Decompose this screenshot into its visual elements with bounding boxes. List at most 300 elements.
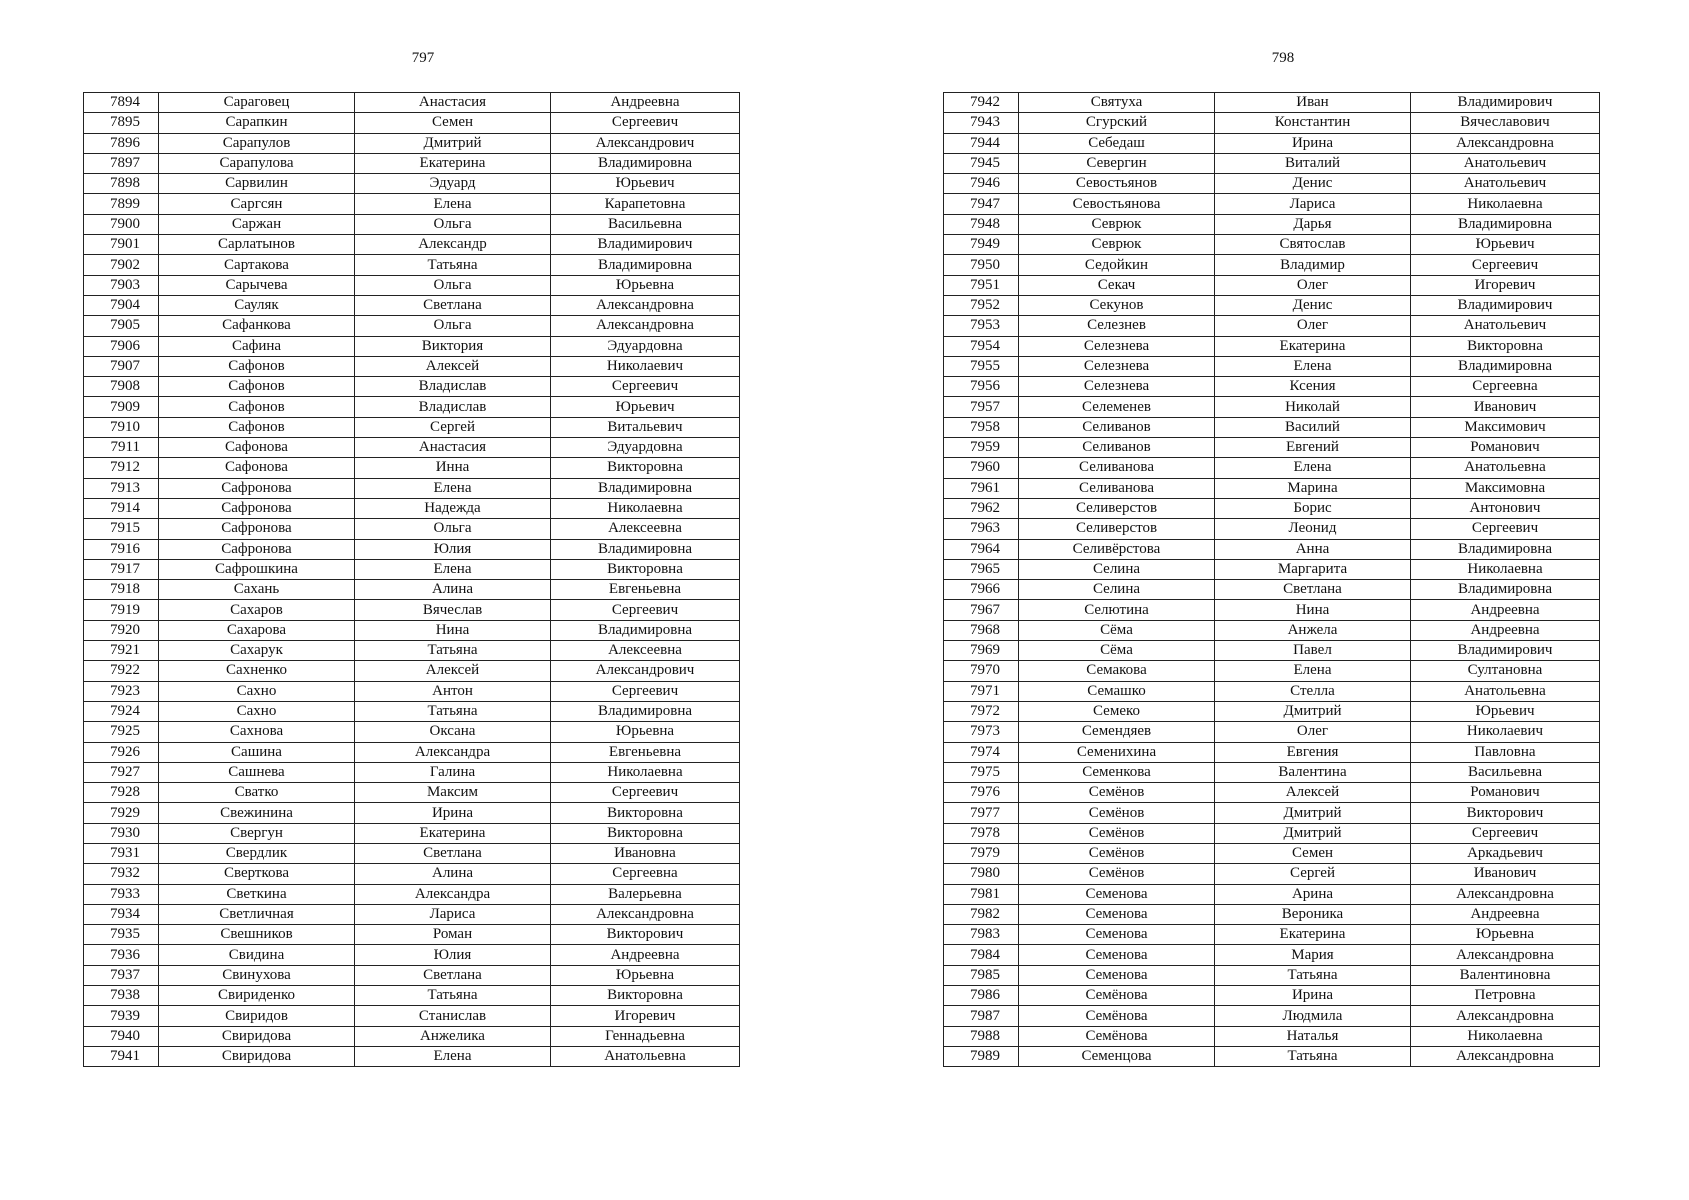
- surname: Свириденко: [159, 986, 355, 1006]
- record-number: 7988: [944, 1026, 1019, 1046]
- surname: Семенихина: [1019, 742, 1215, 762]
- patronymic: Александровна: [1411, 884, 1600, 904]
- first-name: Святослав: [1215, 235, 1411, 255]
- record-number: 7928: [84, 783, 159, 803]
- patronymic: Юрьевич: [551, 397, 740, 417]
- patronymic: Александровна: [1411, 133, 1600, 153]
- surname: Саржан: [159, 214, 355, 234]
- patronymic: Владимировна: [551, 153, 740, 173]
- first-name: Сергей: [1215, 864, 1411, 884]
- first-name: Маргарита: [1215, 559, 1411, 579]
- surname: Сафрошкина: [159, 559, 355, 579]
- surname: Селиванов: [1019, 417, 1215, 437]
- patronymic: Валентиновна: [1411, 965, 1600, 985]
- record-number: 7906: [84, 336, 159, 356]
- patronymic: Васильевна: [551, 214, 740, 234]
- first-name: Дмитрий: [355, 133, 551, 153]
- record-number: 7908: [84, 377, 159, 397]
- surname: Семенова: [1019, 945, 1215, 965]
- first-name: Александра: [355, 884, 551, 904]
- record-number: 7902: [84, 255, 159, 275]
- patronymic: Владимировна: [1411, 580, 1600, 600]
- first-name: Анжелика: [355, 1026, 551, 1046]
- table-row: [84, 275, 740, 295]
- page-number-left: 797: [411, 50, 435, 66]
- patronymic: Алексеевна: [551, 641, 740, 661]
- patronymic: Анатольевич: [1411, 316, 1600, 336]
- surname: Свиридова: [159, 1046, 355, 1066]
- surname: Сартакова: [159, 255, 355, 275]
- record-number: 7899: [84, 194, 159, 214]
- first-name: Татьяна: [355, 641, 551, 661]
- record-number: 7961: [944, 478, 1019, 498]
- patronymic: Антонович: [1411, 498, 1600, 518]
- patronymic: Владимирович: [551, 235, 740, 255]
- surname: Семёнов: [1019, 864, 1215, 884]
- surname: Семёнов: [1019, 803, 1215, 823]
- first-name: Семен: [1215, 843, 1411, 863]
- patronymic: Андреевна: [1411, 600, 1600, 620]
- record-number: 7912: [84, 458, 159, 478]
- surname: Сахаров: [159, 600, 355, 620]
- surname: Селютина: [1019, 600, 1215, 620]
- record-number: 7939: [84, 1006, 159, 1026]
- first-name: Вячеслав: [355, 600, 551, 620]
- patronymic: Владимировна: [1411, 539, 1600, 559]
- table-row: [84, 925, 740, 945]
- surname: Семенова: [1019, 965, 1215, 985]
- record-number: 7951: [944, 275, 1019, 295]
- first-name: Елена: [1215, 661, 1411, 681]
- table-row: [84, 519, 740, 539]
- first-name: Алексей: [1215, 783, 1411, 803]
- table-row: [84, 1006, 740, 1026]
- patronymic: Андреевна: [551, 93, 740, 113]
- patronymic: Алексеевна: [551, 519, 740, 539]
- surname: Севрюк: [1019, 214, 1215, 234]
- patronymic: Иванович: [1411, 864, 1600, 884]
- table-row: [84, 539, 740, 559]
- patronymic: Андреевна: [551, 945, 740, 965]
- surname: Сауляк: [159, 295, 355, 315]
- surname: Свиридова: [159, 1026, 355, 1046]
- surname: Свешников: [159, 925, 355, 945]
- patronymic: Николаевна: [1411, 194, 1600, 214]
- surname: Селивёрстова: [1019, 539, 1215, 559]
- record-number: 7905: [84, 316, 159, 336]
- record-number: 7931: [84, 843, 159, 863]
- first-name: Людмила: [1215, 1006, 1411, 1026]
- patronymic: Владимировна: [551, 620, 740, 640]
- record-number: 7968: [944, 620, 1019, 640]
- first-name: Виталий: [1215, 153, 1411, 173]
- patronymic: Юрьевич: [1411, 701, 1600, 721]
- surname: Семёнова: [1019, 1006, 1215, 1026]
- table-row: [944, 641, 1600, 661]
- patronymic: Николаевна: [1411, 559, 1600, 579]
- patronymic: Сергеевна: [551, 864, 740, 884]
- table-row: [944, 661, 1600, 681]
- table-row: [944, 843, 1600, 863]
- first-name: Дарья: [1215, 214, 1411, 234]
- record-number: 7943: [944, 113, 1019, 133]
- first-name: Виктория: [355, 336, 551, 356]
- patronymic: Владимировна: [551, 701, 740, 721]
- names-table-left: [83, 92, 740, 1067]
- table-row: [944, 722, 1600, 742]
- surname: Свердлик: [159, 843, 355, 863]
- surname: Сахарова: [159, 620, 355, 640]
- record-number: 7904: [84, 295, 159, 315]
- first-name: Владислав: [355, 397, 551, 417]
- first-name: Стелла: [1215, 681, 1411, 701]
- patronymic: Александровна: [551, 316, 740, 336]
- patronymic: Эдуардовна: [551, 438, 740, 458]
- surname: Сахно: [159, 681, 355, 701]
- first-name: Мария: [1215, 945, 1411, 965]
- first-name: Елена: [1215, 356, 1411, 376]
- record-number: 7932: [84, 864, 159, 884]
- first-name: Владислав: [355, 377, 551, 397]
- record-number: 7921: [84, 641, 159, 661]
- table-row: [84, 559, 740, 579]
- record-number: 7895: [84, 113, 159, 133]
- table-row: [944, 113, 1600, 133]
- patronymic: Юрьевич: [551, 174, 740, 194]
- record-number: 7969: [944, 641, 1019, 661]
- patronymic: Иванович: [1411, 397, 1600, 417]
- patronymic: Сергеевич: [551, 600, 740, 620]
- first-name: Светлана: [1215, 580, 1411, 600]
- record-number: 7963: [944, 519, 1019, 539]
- surname: Сёма: [1019, 620, 1215, 640]
- record-number: 7948: [944, 214, 1019, 234]
- record-number: 7950: [944, 255, 1019, 275]
- record-number: 7959: [944, 438, 1019, 458]
- first-name: Дмитрий: [1215, 701, 1411, 721]
- first-name: Марина: [1215, 478, 1411, 498]
- patronymic: Анатольевна: [1411, 458, 1600, 478]
- surname: Сватко: [159, 783, 355, 803]
- table-row: [84, 438, 740, 458]
- record-number: 7974: [944, 742, 1019, 762]
- first-name: Дмитрий: [1215, 823, 1411, 843]
- patronymic: Сергеевич: [551, 783, 740, 803]
- record-number: 7923: [84, 681, 159, 701]
- patronymic: Николаевич: [1411, 722, 1600, 742]
- first-name: Олег: [1215, 275, 1411, 295]
- patronymic: Сергеевич: [551, 113, 740, 133]
- patronymic: Александровна: [1411, 945, 1600, 965]
- first-name: Татьяна: [1215, 1046, 1411, 1066]
- first-name: Евгения: [1215, 742, 1411, 762]
- surname: Сарапулова: [159, 153, 355, 173]
- surname: Севостьянов: [1019, 174, 1215, 194]
- surname: Сафонов: [159, 356, 355, 376]
- surname: Свинухова: [159, 965, 355, 985]
- patronymic: Юрьевна: [551, 275, 740, 295]
- first-name: Александра: [355, 742, 551, 762]
- patronymic: Анатольевна: [551, 1046, 740, 1066]
- record-number: 7917: [84, 559, 159, 579]
- surname: Селезнев: [1019, 316, 1215, 336]
- first-name: Екатерина: [355, 153, 551, 173]
- patronymic: Николаевич: [551, 356, 740, 376]
- surname: Семашко: [1019, 681, 1215, 701]
- patronymic: Петровна: [1411, 986, 1600, 1006]
- first-name: Константин: [1215, 113, 1411, 133]
- table-row: [84, 762, 740, 782]
- patronymic: Николаевна: [551, 498, 740, 518]
- first-name: Николай: [1215, 397, 1411, 417]
- surname: Сёма: [1019, 641, 1215, 661]
- first-name: Елена: [355, 559, 551, 579]
- record-number: 7965: [944, 559, 1019, 579]
- table-row: [944, 742, 1600, 762]
- first-name: Нина: [355, 620, 551, 640]
- record-number: 7972: [944, 701, 1019, 721]
- first-name: Владимир: [1215, 255, 1411, 275]
- surname: Сафронова: [159, 498, 355, 518]
- surname: Семеко: [1019, 701, 1215, 721]
- record-number: 7987: [944, 1006, 1019, 1026]
- table-row: [84, 986, 740, 1006]
- patronymic: Юрьевна: [551, 965, 740, 985]
- surname: Светкина: [159, 884, 355, 904]
- patronymic: Карапетовна: [551, 194, 740, 214]
- surname: Святуха: [1019, 93, 1215, 113]
- table-row: [84, 417, 740, 437]
- patronymic: Викторович: [551, 925, 740, 945]
- table-row: [944, 904, 1600, 924]
- patronymic: Владимирович: [1411, 641, 1600, 661]
- record-number: 7986: [944, 986, 1019, 1006]
- first-name: Ирина: [355, 803, 551, 823]
- record-number: 7914: [84, 498, 159, 518]
- patronymic: Евгеньевна: [551, 742, 740, 762]
- patronymic: Игоревич: [551, 1006, 740, 1026]
- table-row: [944, 681, 1600, 701]
- record-number: 7924: [84, 701, 159, 721]
- surname: Сафронова: [159, 539, 355, 559]
- surname: Секунов: [1019, 295, 1215, 315]
- first-name: Борис: [1215, 498, 1411, 518]
- patronymic: Александровна: [1411, 1006, 1600, 1026]
- patronymic: Романович: [1411, 438, 1600, 458]
- table-row: [944, 458, 1600, 478]
- names-table-right: [943, 92, 1600, 1067]
- table-row: [944, 438, 1600, 458]
- table-row: [84, 377, 740, 397]
- record-number: 7982: [944, 904, 1019, 924]
- surname: Севостьянова: [1019, 194, 1215, 214]
- patronymic: Павловна: [1411, 742, 1600, 762]
- record-number: 7897: [84, 153, 159, 173]
- table-row: [84, 803, 740, 823]
- record-number: 7956: [944, 377, 1019, 397]
- first-name: Елена: [355, 194, 551, 214]
- table-row: [944, 478, 1600, 498]
- table-row: [84, 478, 740, 498]
- patronymic: Владимировна: [551, 539, 740, 559]
- first-name: Ирина: [1215, 986, 1411, 1006]
- patronymic: Александровна: [551, 904, 740, 924]
- first-name: Лариса: [355, 904, 551, 924]
- surname: Семёнов: [1019, 823, 1215, 843]
- first-name: Александр: [355, 235, 551, 255]
- first-name: Павел: [1215, 641, 1411, 661]
- first-name: Оксана: [355, 722, 551, 742]
- table-row: [944, 783, 1600, 803]
- patronymic: Витальевич: [551, 417, 740, 437]
- patronymic: Александровна: [551, 295, 740, 315]
- patronymic: Аркадьевич: [1411, 843, 1600, 863]
- surname: Сараговец: [159, 93, 355, 113]
- record-number: 7934: [84, 904, 159, 924]
- first-name: Анна: [1215, 539, 1411, 559]
- first-name: Семен: [355, 113, 551, 133]
- table-row: [944, 1006, 1600, 1026]
- table-row: [84, 620, 740, 640]
- first-name: Иван: [1215, 93, 1411, 113]
- record-number: 7962: [944, 498, 1019, 518]
- patronymic: Султановна: [1411, 661, 1600, 681]
- surname: Семенцова: [1019, 1046, 1215, 1066]
- surname: Семенкова: [1019, 762, 1215, 782]
- table-row: [944, 174, 1600, 194]
- patronymic: Максимович: [1411, 417, 1600, 437]
- record-number: 7949: [944, 235, 1019, 255]
- record-number: 7942: [944, 93, 1019, 113]
- patronymic: Валерьевна: [551, 884, 740, 904]
- surname: Сарлатынов: [159, 235, 355, 255]
- first-name: Ольга: [355, 316, 551, 336]
- first-name: Анастасия: [355, 93, 551, 113]
- record-number: 7909: [84, 397, 159, 417]
- record-number: 7913: [84, 478, 159, 498]
- surname: Саргсян: [159, 194, 355, 214]
- record-number: 7933: [84, 884, 159, 904]
- record-number: 7929: [84, 803, 159, 823]
- table-row: [944, 701, 1600, 721]
- table-row: [84, 681, 740, 701]
- surname: Сафонов: [159, 377, 355, 397]
- first-name: Татьяна: [355, 986, 551, 1006]
- table-row: [944, 498, 1600, 518]
- first-name: Алина: [355, 580, 551, 600]
- surname: Севергин: [1019, 153, 1215, 173]
- surname: Сарапулов: [159, 133, 355, 153]
- first-name: Алексей: [355, 356, 551, 376]
- first-name: Галина: [355, 762, 551, 782]
- table-row: [84, 1046, 740, 1066]
- record-number: 7910: [84, 417, 159, 437]
- record-number: 7955: [944, 356, 1019, 376]
- table-row: [84, 600, 740, 620]
- surname: Светличная: [159, 904, 355, 924]
- record-number: 7894: [84, 93, 159, 113]
- record-number: 7916: [84, 539, 159, 559]
- patronymic: Владимирович: [1411, 93, 1600, 113]
- record-number: 7960: [944, 458, 1019, 478]
- surname: Себедаш: [1019, 133, 1215, 153]
- record-number: 7985: [944, 965, 1019, 985]
- first-name: Екатерина: [1215, 925, 1411, 945]
- surname: Сафронова: [159, 519, 355, 539]
- surname: Сгурский: [1019, 113, 1215, 133]
- surname: Свежинина: [159, 803, 355, 823]
- table-row: [944, 417, 1600, 437]
- table-row: [944, 1026, 1600, 1046]
- first-name: Светлана: [355, 965, 551, 985]
- table-row: [944, 519, 1600, 539]
- table-row: [944, 194, 1600, 214]
- surname: Селиванова: [1019, 458, 1215, 478]
- record-number: 7952: [944, 295, 1019, 315]
- first-name: Надежда: [355, 498, 551, 518]
- first-name: Юлия: [355, 945, 551, 965]
- record-number: 7936: [84, 945, 159, 965]
- patronymic: Сергеевич: [1411, 823, 1600, 843]
- first-name: Ольга: [355, 214, 551, 234]
- patronymic: Романович: [1411, 783, 1600, 803]
- record-number: 7980: [944, 864, 1019, 884]
- first-name: Антон: [355, 681, 551, 701]
- patronymic: Александрович: [551, 661, 740, 681]
- patronymic: Викторовна: [551, 823, 740, 843]
- surname: Селиверстов: [1019, 519, 1215, 539]
- table-row: [84, 235, 740, 255]
- surname: Семенова: [1019, 904, 1215, 924]
- record-number: 7975: [944, 762, 1019, 782]
- first-name: Олег: [1215, 722, 1411, 742]
- surname: Селина: [1019, 559, 1215, 579]
- patronymic: Николаевна: [551, 762, 740, 782]
- table-row: [84, 214, 740, 234]
- table-row: [944, 539, 1600, 559]
- first-name: Валентина: [1215, 762, 1411, 782]
- surname: Сарычева: [159, 275, 355, 295]
- table-row: [944, 884, 1600, 904]
- table-row: [944, 945, 1600, 965]
- patronymic: Николаевна: [1411, 1026, 1600, 1046]
- first-name: Елена: [355, 478, 551, 498]
- patronymic: Вячеславович: [1411, 113, 1600, 133]
- surname: Семенова: [1019, 884, 1215, 904]
- first-name: Сергей: [355, 417, 551, 437]
- first-name: Леонид: [1215, 519, 1411, 539]
- first-name: Олег: [1215, 316, 1411, 336]
- surname: Сахань: [159, 580, 355, 600]
- patronymic: Владимировна: [551, 255, 740, 275]
- table-row: [84, 965, 740, 985]
- surname: Селиверстов: [1019, 498, 1215, 518]
- surname: Свидина: [159, 945, 355, 965]
- record-number: 7900: [84, 214, 159, 234]
- table-row: [944, 986, 1600, 1006]
- record-number: 7979: [944, 843, 1019, 863]
- record-number: 7981: [944, 884, 1019, 904]
- patronymic: Юрьевич: [1411, 235, 1600, 255]
- first-name: Татьяна: [1215, 965, 1411, 985]
- first-name: Екатерина: [1215, 336, 1411, 356]
- surname: Семёнова: [1019, 1026, 1215, 1046]
- surname: Семакова: [1019, 661, 1215, 681]
- table-row: [944, 235, 1600, 255]
- table-row: [84, 864, 740, 884]
- table-row: [944, 295, 1600, 315]
- first-name: Станислав: [355, 1006, 551, 1026]
